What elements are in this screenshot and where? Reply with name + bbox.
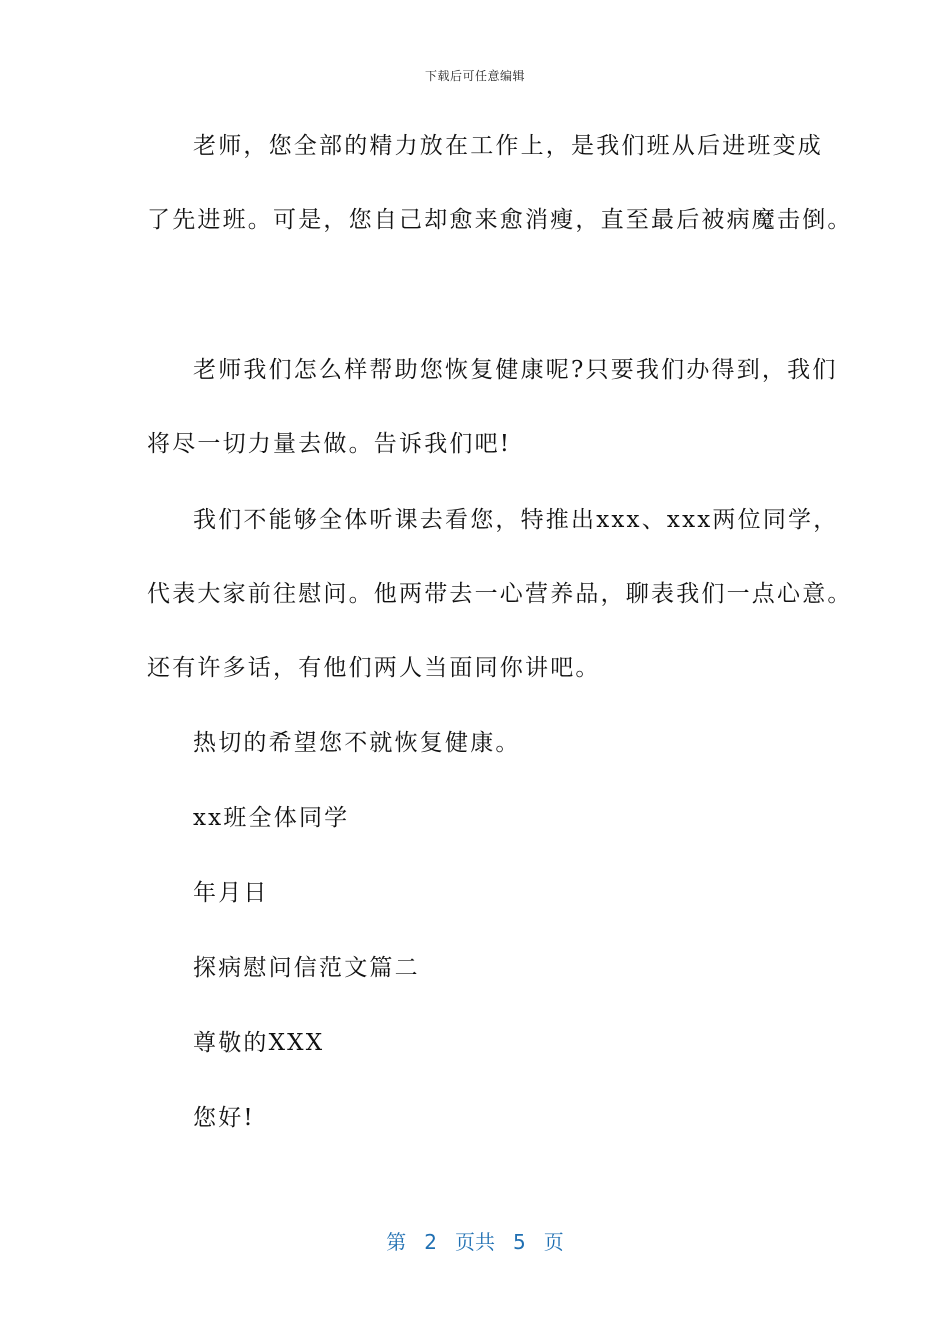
page-prefix: 第: [386, 1230, 407, 1254]
page-middle: 页共: [455, 1230, 495, 1254]
paragraph-line: 将尽一切力量去做。告诉我们吧!: [147, 431, 512, 457]
paragraph-line: 老师我们怎么样帮助您恢复健康呢?只要我们办得到，我们: [193, 357, 838, 383]
page-number-footer: [0, 1226, 950, 1255]
date-line: 年月日: [193, 880, 269, 906]
section-title: 探病慰问信范文篇二: [193, 955, 420, 981]
salutation-line: 尊敬的XXX: [193, 1030, 325, 1056]
paragraph-line: 老师，您全部的精力放在工作上，是我们班从后进班变成: [193, 133, 823, 159]
current-page: 2: [424, 1230, 437, 1254]
total-pages: 5: [513, 1230, 526, 1254]
paragraph-line: 热切的希望您不就恢复健康。: [193, 730, 521, 756]
page-suffix: 页: [543, 1230, 564, 1254]
header-note: 下载后可任意编辑: [424, 69, 525, 83]
paragraph-line: 还有许多话，有他们两人当面同你讲吧。: [147, 655, 601, 681]
greeting-line: 您好!: [193, 1105, 255, 1131]
paragraph-line: 代表大家前往慰问。他两带去一心营养品，聊表我们一点心意。: [147, 581, 853, 607]
paragraph-line: 了先进班。可是，您自己却愈来愈消瘦，直至最后被病魔击倒。: [147, 207, 853, 233]
paragraph-line: 我们不能够全体听课去看您，特推出xxx、xxx两位同学，: [193, 507, 839, 533]
signature-line: xx班全体同学: [193, 805, 350, 831]
